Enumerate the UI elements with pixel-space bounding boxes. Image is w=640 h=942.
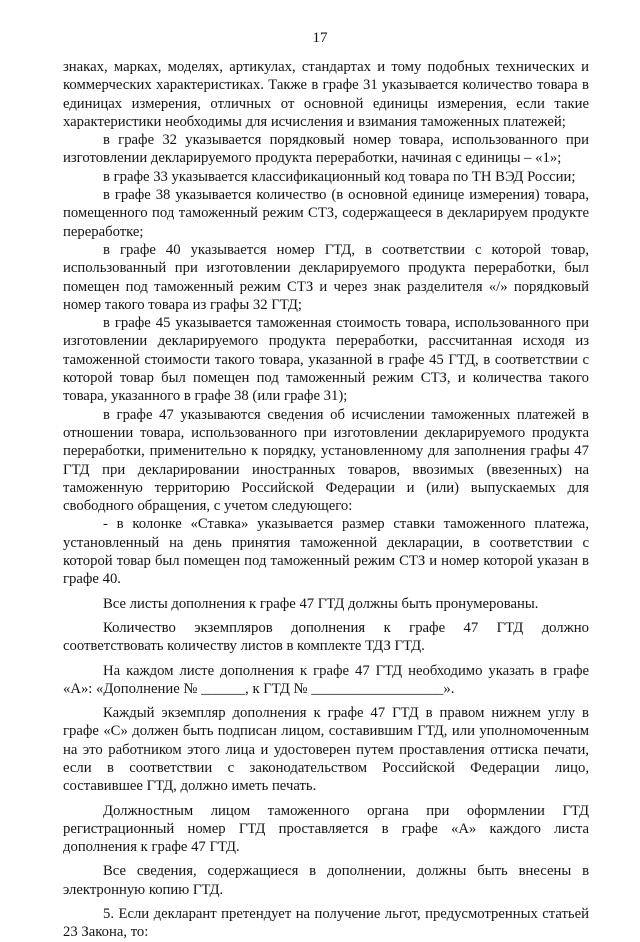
paragraph: в графе 47 указываются сведения об исчислении таможенных платежей в отношении товара, использованного при изготовлении декларируемого продукта переработки, применительно к порядку, установленному для заполнения графы 47 ГТД при декларировании иностранных товаров, ввозимых (ввезенных) на таможенную территорию Российской Федерации и (или) выпускаемых для свободного обращения, с учетом следующего:	[63, 406, 589, 515]
document-body	[63, 58, 589, 942]
paragraph: в графе 40 указывается номер ГТД, в соответствии с которой товар, использованный при изготовлении декларируемого продукта переработки, был помещен под таможенный режим СТЗ и через знак разделителя «/» порядковый номер такого товара из графы 32 ГТД;	[63, 241, 589, 313]
paragraph: знаках, марках, моделях, артикулах, стандартах и тому подобных технических и коммерческих характеристиках. Также в графе 31 указывается количество товара в единицах измерения, отличных от основной единицы измерения, если такие характеристики необходимы для исчисления и взимания таможенных платежей;	[63, 59, 589, 130]
paragraph: Количество экземпляров дополнения к графе 47 ГТД должно соответствовать количеству листов в комплекте ТДЗ ГТД.	[63, 619, 589, 655]
paragraph: Каждый экземпляр дополнения к графе 47 ГТД в правом нижнем углу в графе «С» должен быть подписан лицом, составившим ГТД, или уполномоченным на это работником этого лица и удостоверен путем проставления оттиска печати, если в соответствии с законодательством Российской Федерации лицо, составившее ГТД, должно иметь печать.	[63, 705, 589, 795]
paragraph: в графе 33 указывается классификационный код товара по ТН ВЭД России;	[103, 168, 576, 185]
paragraph: - в колонке «Ставка» указывается размер ставки таможенного платежа, установленный на день принятия таможенной декларации, в соответствии с которой товар был помещен под таможенный режим СТЗ и номер которой указан в графе 40.	[63, 516, 589, 588]
paragraph: Все сведения, содержащиеся в дополнении, должны быть внесены в электронную копию ГТД.	[63, 863, 589, 898]
paragraph: На каждом листе дополнения к графе 47 ГТД необходимо указать в графе «А»: «Дополнение № ______, к ГТД № __________________».	[63, 662, 589, 697]
paragraph: в графе 38 указывается количество (в основной единице измерения) товара, помещенного под таможенный режим СТЗ, содержащееся в декларируем продукте переработке;	[63, 187, 589, 240]
paragraph: в графе 45 указывается таможенная стоимость товара, использованного при изготовлении декларируемого продукта переработки, рассчитанная исходя из таможенной стоимости такого товара, указанной в графе 45 ГТД, в соответствии с которой товар был помещен под таможенный режим СТЗ, и количества такого товара, указанного в графе 38 (или графе 31);	[63, 315, 589, 405]
paragraph: Должностным лицом таможенного органа при оформлении ГТД регистрационный номер ГТД проставляется в графе «А» каждого листа дополнения к графе 47 ГТД.	[63, 802, 589, 856]
paragraph: Все листы дополнения к графе 47 ГТД должны быть пронумерованы.	[103, 595, 539, 612]
paragraph: 5. Если декларант претендует на получение льгот, предусмотренных статьей 23 Закона, то:	[63, 906, 589, 941]
paragraph: в графе 32 указывается порядковый номер товара, использованного при изготовлении декларируемого продукта переработки, начиная с единицы – «1»;	[63, 132, 589, 167]
page-number: 17	[312, 30, 328, 46]
